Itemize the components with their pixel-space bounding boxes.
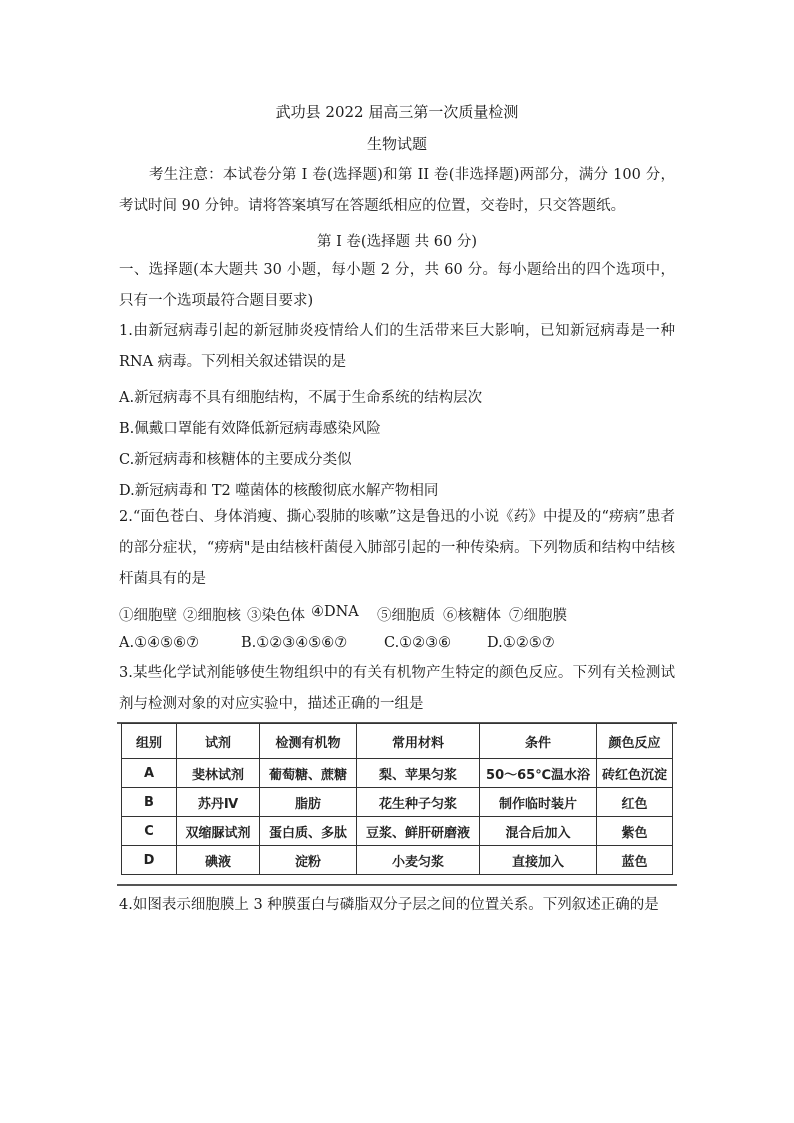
table-cell: 50～65℃温水浴 bbox=[480, 759, 597, 788]
section-instructions: 一、选择题(本大题共 30 小题，每小题 2 分，共 60 分。每小题给出的四个选项中，只有一个选项最符合题目要求) bbox=[119, 262, 675, 309]
item-4: ④DNA bbox=[311, 604, 359, 620]
item-7: ⑦细胞膜 bbox=[509, 608, 567, 624]
table-cell: 混合后加入 bbox=[480, 817, 597, 846]
col-header: 试剂 bbox=[177, 724, 260, 759]
col-header: 常用材料 bbox=[357, 724, 480, 759]
table-cell: 制作临时装片 bbox=[480, 788, 597, 817]
table-cell: B bbox=[122, 788, 177, 817]
exam-subject: 生物试题 bbox=[366, 135, 427, 153]
table-cell: 蛋白质、多肽 bbox=[260, 817, 357, 846]
item-3: ③染色体 bbox=[247, 608, 305, 624]
question-2-option-d: D.①②⑤⑦ bbox=[487, 635, 555, 651]
item-6: ⑥核糖体 bbox=[443, 608, 501, 624]
question-1-option-b: B.佩戴口罩能有效降低新冠病毒感染风险 bbox=[119, 421, 381, 437]
table-cell: 蓝色 bbox=[597, 846, 673, 875]
question-3-stem: 3.某些化学试剂能够使生物组织中的有关有机物产生特定的颜色反应。下列有关检测试剂与检测对象的对应实验中，描述正确的一组是 bbox=[119, 665, 675, 712]
table-row bbox=[122, 788, 673, 817]
question-2-items bbox=[119, 604, 567, 625]
question-1-option-c: C.新冠病毒和核糖体的主要成分类似 bbox=[119, 452, 352, 468]
question-1-stem: 1.由新冠病毒引起的新冠肺炎疫情给人们的生活带来巨大影响，已知新冠病毒是一种 RNA 病毒。下列相关叙述错误的是 bbox=[119, 323, 675, 370]
question-2-option-a: A.①④⑤⑥⑦ bbox=[119, 635, 200, 651]
table-row bbox=[122, 759, 673, 788]
table-cell: 苏丹Ⅳ bbox=[177, 788, 260, 817]
question-2-stem: 2.“面色苍白、身体消瘦、撕心裂肺的咳嗽”这是鲁迅的小说《药》中提及的“痨病”患者的部分症状，“痨病"是由结核杆菌侵入肺部引起的一种传染病。下列物质和结构中结核杆菌具有的是 bbox=[119, 509, 675, 587]
col-header: 条件 bbox=[480, 724, 597, 759]
table-cell: 直接加入 bbox=[480, 846, 597, 875]
table-cell: D bbox=[122, 846, 177, 875]
question-2-options bbox=[119, 635, 555, 651]
exam-title: 武功县 2022 届高三第一次质量检测 bbox=[275, 103, 519, 121]
table-cell: 梨、苹果匀浆 bbox=[357, 759, 480, 788]
item-5: ⑤细胞质 bbox=[377, 608, 435, 624]
reagent-table bbox=[121, 723, 673, 875]
table-cell: 斐林试剂 bbox=[177, 759, 260, 788]
col-header: 检测有机物 bbox=[260, 724, 357, 759]
table-cell: 紫色 bbox=[597, 817, 673, 846]
table-cell: 砖红色沉淀 bbox=[597, 759, 673, 788]
table-cell: A bbox=[122, 759, 177, 788]
question-1-option-d: D.新冠病毒和 T2 噬菌体的核酸彻底水解产物相同 bbox=[119, 483, 439, 499]
col-header: 颜色反应 bbox=[597, 724, 673, 759]
table-row bbox=[122, 846, 673, 875]
item-1: ①细胞壁 bbox=[119, 608, 177, 624]
question-2-option-b: B.①②③④⑤⑥⑦ bbox=[241, 635, 348, 651]
question-2-option-c: C.①②③⑥ bbox=[384, 635, 452, 651]
table-cell: 双缩脲试剂 bbox=[177, 817, 260, 846]
table-header-row bbox=[122, 724, 673, 759]
table-cell: 脂肪 bbox=[260, 788, 357, 817]
table-cell: 豆浆、鲜肝研磨液 bbox=[357, 817, 480, 846]
question-4-stem: 4.如图表示细胞膜上 3 种膜蛋白与磷脂双分子层之间的位置关系。下列叙述正确的是 bbox=[119, 897, 659, 913]
table-cell: 小麦匀浆 bbox=[357, 846, 480, 875]
table-cell: 花生种子匀浆 bbox=[357, 788, 480, 817]
table-cell: 碘液 bbox=[177, 846, 260, 875]
question-1-option-a: A.新冠病毒不具有细胞结构，不属于生命系统的结构层次 bbox=[119, 390, 483, 406]
table-cell: 红色 bbox=[597, 788, 673, 817]
table-row bbox=[122, 817, 673, 846]
col-header: 组别 bbox=[122, 724, 177, 759]
table-cell: C bbox=[122, 817, 177, 846]
section-heading: 第 I 卷(选择题 共 60 分) bbox=[316, 234, 478, 250]
item-2: ②细胞核 bbox=[183, 608, 241, 624]
table-cell: 葡萄糖、蔗糖 bbox=[260, 759, 357, 788]
exam-notice: 考生注意：本试卷分第 I 卷(选择题)和第 II 卷(非选择题)两部分，满分 100 分，考试时间 90 分钟。请将答案填写在答题纸相应的位置，交卷时，只交答题纸。 bbox=[119, 167, 675, 214]
table-cell: 淀粉 bbox=[260, 846, 357, 875]
